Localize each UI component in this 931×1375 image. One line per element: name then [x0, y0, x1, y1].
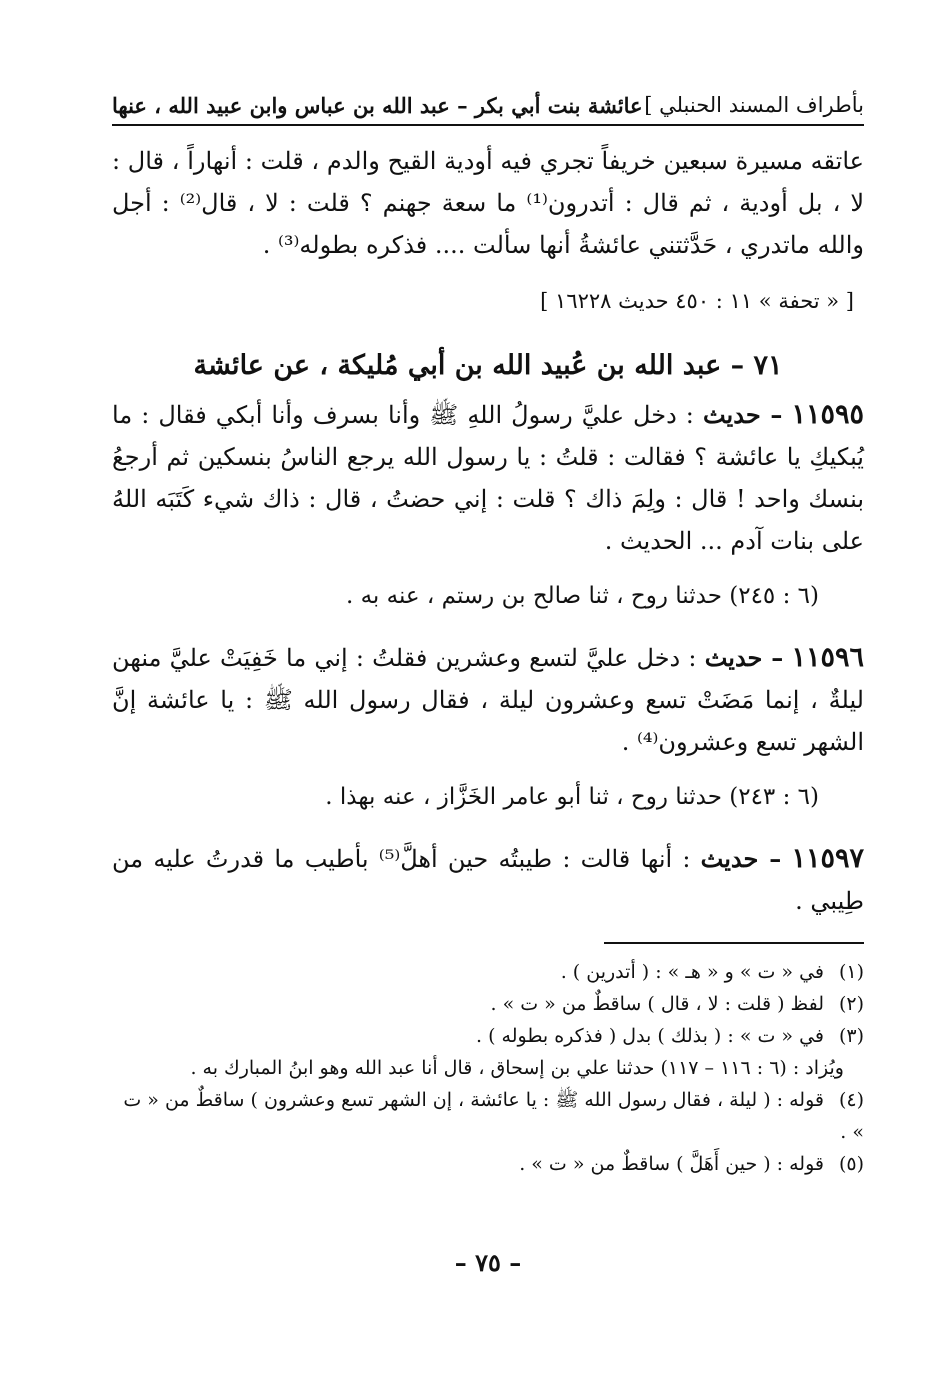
hadith-entry: [112, 394, 864, 562]
footnote-text: قوله : ( ليلة ، فقال رسول الله ﷺ : يا عائشة ، إن الشهر تسع وعشرون ) ساقطٌ من « ت » .: [123, 1089, 864, 1143]
hadith-label: – حديث: [704, 643, 784, 672]
running-head-left: عائشة بنت أبي بكر – عبد الله بن عباس وابن عبيد الله ، عنها: [112, 92, 643, 118]
footnote-text: لفظ ( قلت : لا ، قال ) ساقطٌ من « ت » .: [490, 993, 824, 1015]
hadith-label: – حديث: [702, 400, 783, 429]
hadith-text: : دخل عليَّ رسولُ اللهِ ﷺ وأنا بسرف وأنا أبكي فقال : ما يُبكيكِ يا عائشة ؟ فقالت : قلتُ : يا رسول الله يرجع الناسُ بنسكين ثم أرجعُ بنسك واحد ! قال : ولِمَ ذاك ؟ قلت : إني حضتُ ، قال : ذاك شيء كَتَبَه اللهُ على بنات آدم ... الحديث .: [112, 401, 864, 555]
running-head-right: بأطراف المسند الحنبلي ]: [644, 93, 864, 117]
footnote-number: (٤): [838, 1089, 864, 1111]
footnote: [112, 1020, 864, 1052]
footnote-continuation: [112, 1052, 844, 1084]
hadith-number: ١١٥٩٧: [791, 843, 864, 874]
hadith-label: – حديث: [700, 844, 782, 873]
section-title: ٧١ – عبد الله بن عُبيد الله بن أبي مُليكة ، عن عائشة: [193, 350, 783, 381]
footnote: [112, 1148, 864, 1180]
page-number: – ٧٥ –: [454, 1248, 522, 1277]
document-page: [112, 86, 864, 1326]
footnote-text: قوله : ( حين أَهَلَّ ) ساقطٌ من « ت » .: [519, 1153, 824, 1175]
footnote-text: في « ت » و « هـ » : ( أتدرين ) .: [560, 961, 824, 983]
running-head: [112, 86, 864, 126]
hadith-source: (٦ : ٢٤٥) حدثنا روح ، ثنا صالح بن رستم ، عنه به .: [345, 583, 819, 609]
footnote-number: (١): [838, 961, 864, 983]
footnote-divider: [604, 942, 864, 944]
footnote-text: في « ت » : ( بذلك ) بدل ( فذكره بطوله ) .: [476, 1025, 824, 1047]
footnote: [112, 1084, 864, 1148]
hadith-entry: [112, 838, 864, 922]
footnotes: [112, 956, 864, 1180]
footnote: [112, 988, 864, 1020]
hadith-source: (٦ : ٢٤٣) حدثنا روح ، ثنا أبو عامر الخَزَّاز ، عنه بهذا .: [325, 784, 819, 810]
reference-line: [ « تحفة » ١١ : ٤٥٠ حديث ١٦٢٢٨ ]: [540, 289, 854, 313]
footnote-number: (٥): [838, 1153, 864, 1175]
footnote-number: (٣): [838, 1025, 864, 1047]
footnote-text: ويُزاد : (٦ : ١١٦ – ١١٧) حدثنا علي بن إسحاق ، قال أنا عبد الله وهو ابنُ المبارك به .: [190, 1057, 844, 1079]
hadith-text: : دخل عليَّ لتسع وعشرين فقلتُ : إني ما خَفِيَتْ عليَّ منهن ليلةٌ ، إنما مَضَتْ تسع وعشرون ليلة ، فقال رسول الله ﷺ : يا عائشة إنَّ الشهر تسع وعشرون⁽⁴⁾ .: [112, 644, 864, 756]
intro-paragraph: عاتقه مسيرة سبعين خريفاً تجري فيه أودية القيح والدم ، قلت : أنهاراً ، قال : لا ، بل أودية ، ثم قال : أتدرون⁽¹⁾ ما سعة جهنم ؟ قلت : لا ، قال⁽²⁾ : أجل والله ماتدري ، حَدَّثتني عائشةُ أنها سألت .... فذكره بطوله⁽³⁾ .: [112, 147, 865, 259]
hadith-number: ١١٥٩٦: [791, 642, 864, 673]
hadith-text: : أنها قالت : طيبتُه حين أهلَّ⁽⁵⁾ بأطيب ما قدرتُ عليه من طِيبي .: [112, 845, 864, 915]
hadith-entry: [112, 637, 864, 763]
hadith-number: ١١٥٩٥: [791, 399, 865, 430]
footnote: [112, 956, 864, 988]
footnote-number: (٢): [838, 993, 864, 1015]
